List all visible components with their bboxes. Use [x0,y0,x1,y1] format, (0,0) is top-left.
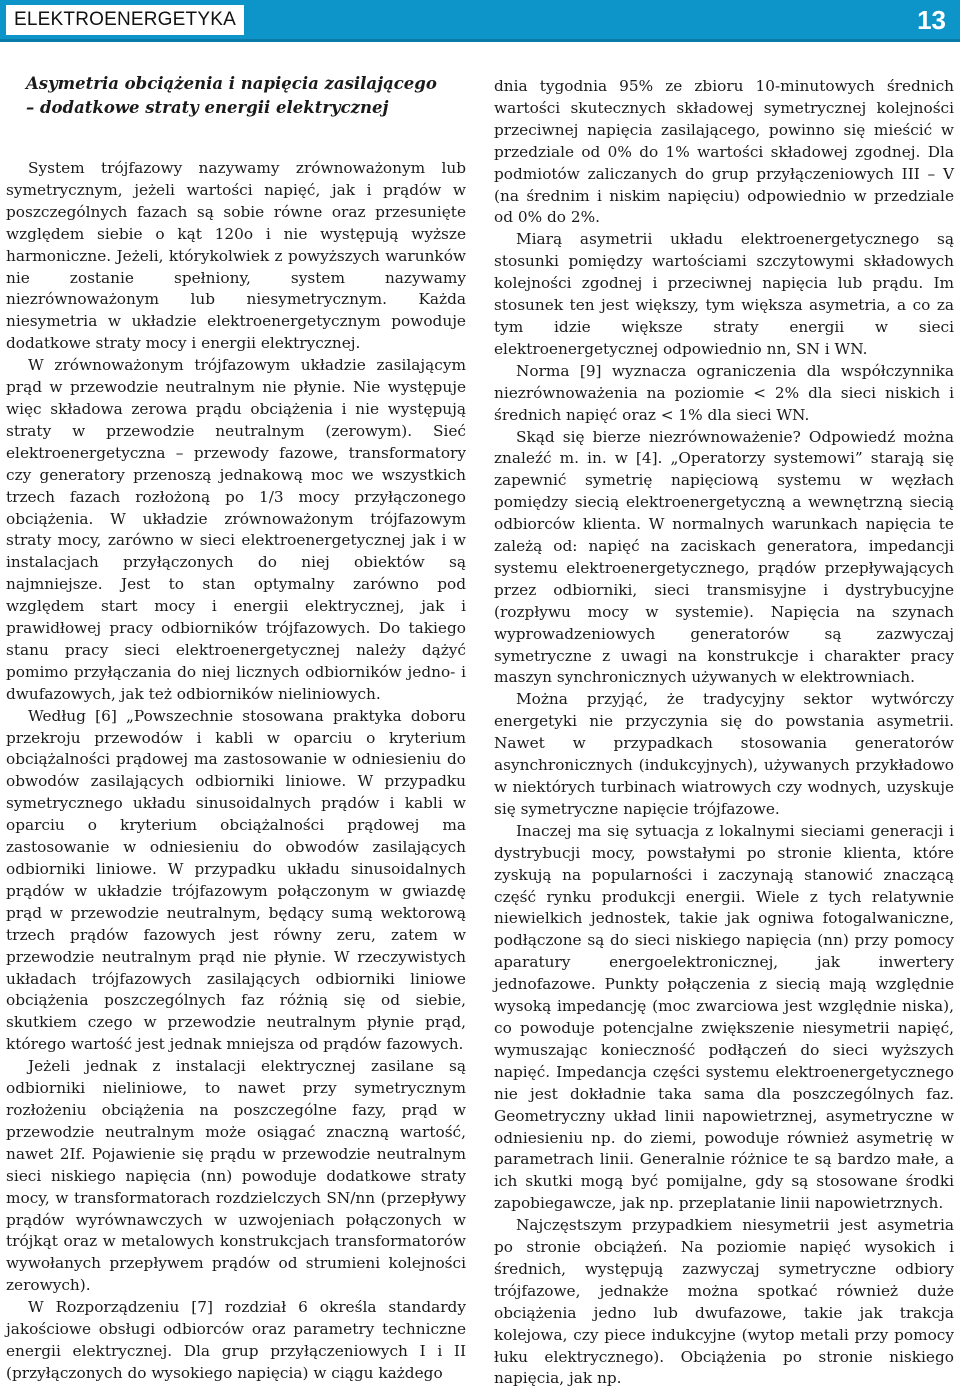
paragraph: Norma [9] wyznacza ograniczenia dla współczynnika niezrównoważenia na poziomie < 2% dla sieci niskich i średnich napięć oraz < 1% dla sieci WN. [494,361,954,424]
paragraph: Jeżeli jednak z instalacji elektrycznej zasilane są odbiorniki nieliniowe, to nawet przy symetrycznym rozłożeniu obciążenia na poszczególne fazy, prąd w przewodzie neutralnym może osiągać znaczną wartość, nawet 2If. Pojawienie się prądu w przewodzie neutralnym sieci niskiego napięcia (nn) powoduje dodatkowe straty mocy, w transformatorach rozdzielczych SN/nn (przepływy prądów wyrównawczych w uzwojeniach połączonych w trójkąt oraz w metalowych konstrukcjach transformatorów wywołanych przepływem prądów od strumieni kolejności zerowych). [6,1057,466,1295]
paragraph: dnia tygodnia 95% ze zbioru 10-minutowych średnich wartości skutecznych składowej symetrycznej kolejności przeciwnej napięcia zasilającego, powinno się mieścić w przedziale od 0% do 1% wartości składowej zgodnej. Dla podmiotów zaliczanych do grup przyłączeniowych III – V (na średnim i niskim napięciu) odpowiednio w przedziale od 0% do 2%. [494,77,954,227]
left-column [6,72,466,1385]
paragraph: W zrównoważonym trójfazowym układzie zasilającym prąd w przewodzie neutralnym nie płynie. Nie występuje więc składowa zerowa prądu obciążenia i nie występują straty w przewodzie neutralnym (zerowym). Sieć elektroenergetyczna – przewody fazowe, transformatory czy generatory przenoszą jednakową moc we wszystkich trzech fazach rozłożoną po 1/3 mocy przyłączonego obciążenia. W układzie zrównoważonym trójfazowym straty mocy, zarówno w sieci elektroenergetycznej jak i w instalacjach przyłączonych do niej obiektów są najmniejsze. Jest to stan optymalny zarówno pod względem start mocy i energii elektrycznej, jak i prawidłowej pracy odbiorników trójfazowych. Do takiego stanu pracy sieci elektroenergetycznej należy dążyć pomimo przyłączania do niej licznych odbiorników jedno- i dwufazowych, jak też odbiorników nieliniowych. [6,356,466,703]
paragraph: Inaczej ma się sytuacja z lokalnymi sieciami generacji i dystrybucji mocy, powstałymi po stronie klienta, które zyskują na popularności i zaczynają stanowić znaczącą część rynku produkcji energii. Wiele z tych relatywnie niewielkich jednostek, takie jak ogniwa fotogalwaniczne, podłączone są do sieci niskiego napięcia (nn) przy pomocy aparatury energoelektronicznej, jak inwertery jednofazowe. Punkty połączenia z siecią mają względnie wysoką impedancję (moc zwarciowa jest względnie niska), co powoduje potencjalne zwiększenie niesymetrii napięć, wymuszając konieczność podłączeń do sieci wyższych napięć. Impedancja części systemu elektroenergetycznego nie jest dokładnie taka sama dla poszczególnych faz. Geometryczny układ linii napowietrznej, asymetryczne w odniesieniu np. do ziemi, powoduje również asymetrię w parametrach linii. Generalnie różnice te są bardzo małe, a ich skutki mogą być pomijalne, gdy są stosowane środki zapobiegawcze, jak np. przeplatanie linii napowietrznych. [494,821,954,1213]
paragraph: Według [6] „Powszechnie stosowana praktyka doboru przekroju przewodów i kabli w oparciu o kryterium obciążalności prądowej ma zastosowanie w odniesieniu do obwodów zasilających odbiorniki liniowe. W przypadku symetrycznego układu sinusoidalnych prądów i kabli w oparciu o kryterium obciążalności prądowej ma zastosowanie w odniesieniu do obwodów zasilających odbiorniki liniowe. W przypadku układu sinusoidalnych prądów w układzie trójfazowym połączonym w gwiazdę prąd w przewodzie neutralnym, będący sumą wektorową trzech prądów fazowych jest równy zeru, zatem w przewodzie neutralnym prąd nie płynie. W rzeczywistych układach trójfazowych zasilających odbiorniki liniowe obciążenia poszczególnych faz różnią się od siebie, skutkiem czego w przewodzie neutralnym płynie prąd, którego wartość jest jednak mniejsza od prądów fazowych. [6,706,466,1054]
article-title [26,72,466,120]
paragraph: Najczęstszym przypadkiem niesymetrii jest asymetria po stronie obciążeń. Na poziomie napięć wysokich i średnich, występują zazwyczaj symetryczne odbiory trójfazowe, jednakże można spotkać również duże obciążenia jedno lub dwufazowe, takie jak trakcja kolejowa, czy piece indukcyjne (wytop metali przy pomocy łuku elektrycznego). Obciążenia po stronie niskiego napięcia, jak np. [494,1216,954,1388]
page-number: 13 [917,5,946,35]
right-column [494,76,954,1390]
header-bar [0,0,960,42]
paragraph: Miarą asymetrii układu elektroenergetycznego są stosunki pomiędzy wartościami szczytowymi składowych kolejności zgodnej i przeciwnej napięcia lub prądu. Im stosunek ten jest większy, tym większa asymetria, a co za tym idzie większe straty energii w sieci elektroenergetycznej odpowiednio nn, SN i WN. [494,230,954,358]
section-label: ELEKTROENERGETYKA [6,5,244,35]
title-spacer [6,120,466,158]
paragraph: Można przyjąć, że tradycyjny sektor wytwórczy energetyki nie przyczynia się do powstania asymetrii. Nawet w przypadkach stosowania generatorów asynchronicznych (indukcyjnych), używanych przykładowo w niektórych turbinach wiatrowych czy wodnych, uzyskuje się symetryczne napięcie trójfazowe. [494,690,954,818]
paragraph: W Rozporządzeniu [7] rozdział 6 określa standardy jakościowe obsługi odbiorców oraz parametry techniczne energii elektrycznej. Dla grup przyłączeniowych I i II (przyłączonych do wysokiego napięcia) w ciągu każdego [6,1298,466,1382]
paragraph: Skąd się bierze niezrównoważenie? Odpowiedź można znaleźć m. in. w [4]. „Operatorzy systemowi” starają się zapewnić symetrię napięciową systemu w węzłach pomiędzy siecią elektroenergetyczną a wewnętrzną siecią odbiorców klienta. W normalnych warunkach napięcia te zależą od: napięć na zaciskach generatora, impedancji systemu elektroenergetycznego, prądów przepływających przez odbiorniki, sieci transmisyjne i dystrybucyjne (rozpływu mocy w systemie). Napięcia na szynach wyprowadzeniowych generatorów są zazwyczaj symetryczne z uwagi na konstrukcje i charakter pracy maszyn synchronicznych używanych w elektrowniach. [494,427,954,687]
article-title-line-1: Asymetria obciążenia i napięcia zasilającego [26,74,437,93]
paragraph: System trójfazowy nazywamy zrównoważonym lub symetrycznym, jeżeli wartości napięć, jak i prądów w poszczególnych fazach są sobie równe oraz przesunięte względem siebie o kąt 120o i nie występują wyższe harmoniczne. Jeżeli, którykolwiek z powyższych warunków nie zostanie spełniony, system nazywamy niezrównoważonym lub niesymetrycznym. Każda niesymetria w układzie elektroenergetycznym powoduje dodatkowe straty mocy i energii elektrycznej. [6,159,466,353]
article-title-line-2: – dodatkowe straty energii elektrycznej [26,98,389,117]
